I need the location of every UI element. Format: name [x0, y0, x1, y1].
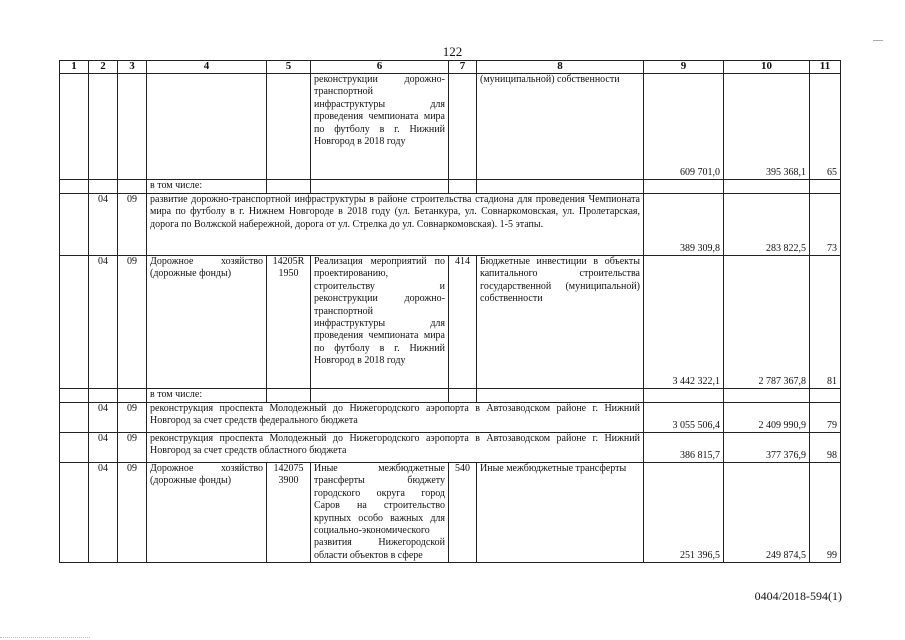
cell-subsection: 09 [118, 403, 147, 433]
column-header: 10 [724, 61, 810, 74]
cell-percent: 98 [810, 433, 841, 463]
cell-subsection [118, 74, 147, 180]
cell-percent: 73 [810, 194, 841, 256]
cell-target-code [267, 74, 311, 180]
cell-section: 04 [89, 194, 118, 256]
cell-section: 04 [89, 463, 118, 563]
cell-including-label: в том числе: [147, 389, 267, 403]
cell-expense-name: Бюджетные инвестиции в объекты капитального строительства государственной (муниципальной) собственности [477, 256, 644, 389]
cell-amount-planned: 3 055 506,4 [644, 403, 724, 433]
column-header: 2 [89, 61, 118, 74]
cell-subsection: 09 [118, 433, 147, 463]
page-number: 122 [442, 44, 463, 59]
cell-expense-code [449, 74, 477, 180]
column-header: 5 [267, 61, 311, 74]
cell-name: Дорожное хозяйство (дорожные фонды) [147, 256, 267, 389]
cell-section: 04 [89, 403, 118, 433]
cell-expense-name: Иные межбюджетные трансферты [477, 463, 644, 563]
cell-amount-actual: 395 368,1 [724, 74, 810, 180]
table-row [60, 180, 841, 194]
scan-artifact-mark [873, 40, 883, 41]
cell-amount-actual: 377 376,9 [724, 433, 810, 463]
cell-amount-actual: 249 874,5 [724, 463, 810, 563]
cell-target-name: Иные межбюджетные трансферты бюджету городского округа город Саров на строительство крупных особо важных для социально-экономического развития Нижегородской области объектов в сфере [311, 463, 449, 563]
column-header: 1 [60, 61, 89, 74]
cell-section [60, 74, 89, 180]
cell-amount-planned: 609 701,0 [644, 74, 724, 180]
cell-merged-description: развитие дорожно-транспортной инфраструктуры в районе строительства стадиона для проведения Чемпионата мира по футболу в г. Нижнем Новгороде в 2018 году (ул. Бетанкура, ул. Совнаркомовская, ул. Пролетарская, дорога по Волжской набережной, дорога от ул. Стрелка до ул. Совнаркомовская). 1-5 этапы. [147, 194, 644, 256]
table-row [60, 74, 841, 180]
cell-target-code: 142075 3900 [267, 463, 311, 563]
cell-percent: 99 [810, 463, 841, 563]
cell-expense-code: 414 [449, 256, 477, 389]
cell-percent: 65 [810, 74, 841, 180]
column-header: 6 [311, 61, 449, 74]
cell-merged-description: реконструкция проспекта Молодежный до Нижегородского аэропорта в Автозаводском районе г. Нижний Новгород за счет средств областного бюджета [147, 433, 644, 463]
cell-amount-planned: 3 442 322,1 [644, 256, 724, 389]
column-header: 8 [477, 61, 644, 74]
cell-subsection: 09 [118, 256, 147, 389]
table-header-row [60, 61, 841, 74]
cell-amount-actual: 283 822,5 [724, 194, 810, 256]
cell-amount-planned: 251 396,5 [644, 463, 724, 563]
cell-target-name: Реализация мероприятий по проектированию, строительству и реконструкции дорожно-транспортной инфраструктуры для проведения чемпионата мира по футболу в г. Нижний Новгород в 2018 году [311, 256, 449, 389]
table-row [60, 194, 841, 256]
table-row [60, 389, 841, 403]
cell-subsection: 09 [118, 463, 147, 563]
cell-amount-actual: 2 409 990,9 [724, 403, 810, 433]
cell-amount-actual: 2 787 367,8 [724, 256, 810, 389]
cell-target-name: реконструкции дорожно-транспортной инфраструктуры для проведения чемпионата мира по футболу в г. Нижний Новгород в 2018 году [311, 74, 449, 180]
cell-expense-name: (муниципальной) собственности [477, 74, 644, 180]
table-row [60, 256, 841, 389]
cell-name [147, 74, 267, 180]
cell-section [89, 74, 118, 180]
cell-percent: 79 [810, 403, 841, 433]
table-row [60, 403, 841, 433]
column-header: 3 [118, 61, 147, 74]
cell-name: Дорожное хозяйство (дорожные фонды) [147, 463, 267, 563]
cell-section: 04 [89, 433, 118, 463]
cell-amount-planned: 389 309,8 [644, 194, 724, 256]
cell-target-code: 14205R 1950 [267, 256, 311, 389]
column-header: 4 [147, 61, 267, 74]
table-row [60, 463, 841, 563]
table-row [60, 433, 841, 463]
column-header: 7 [449, 61, 477, 74]
cell-expense-code: 540 [449, 463, 477, 563]
column-header: 9 [644, 61, 724, 74]
cell-amount-planned: 386 815,7 [644, 433, 724, 463]
budget-table [59, 60, 841, 563]
cell-subsection: 09 [118, 194, 147, 256]
cell-including-label: в том числе: [147, 180, 267, 194]
cell-percent: 81 [810, 256, 841, 389]
column-header: 11 [810, 61, 841, 74]
cell-merged-description: реконструкция проспекта Молодежный до Нижегородского аэропорта в Автозаводском районе г. Нижний Новгород за счет средств федерального бюджета [147, 403, 644, 433]
document-code: 0404/2018-594(1) [754, 589, 842, 603]
cell-section: 04 [89, 256, 118, 389]
